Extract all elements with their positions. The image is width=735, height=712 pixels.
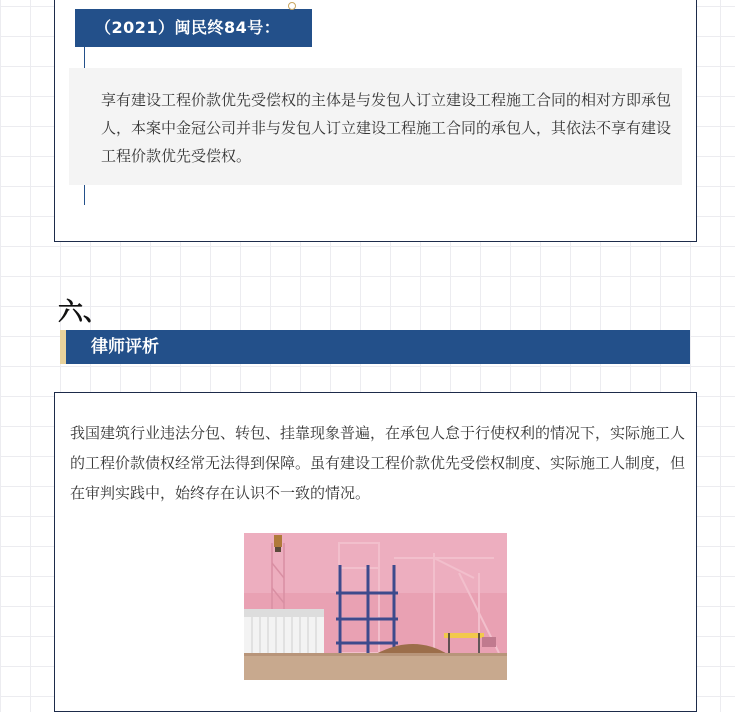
section-title: 律师评析 — [91, 337, 159, 357]
analysis-text: 我国建筑行业违法分包、转包、挂靠现象普遍，在承包人怠于行使权利的情况下，实际施工人的工程价款债权经常无法得到保障。虽有建设工程价款优先受偿权制度、实际施工人制度，但在审判实践中，始终存在认识不一致的情况。 — [70, 424, 686, 502]
section-heading-accent — [60, 330, 66, 364]
section-number: 六、 — [58, 297, 109, 326]
construction-illustration — [244, 533, 507, 680]
decorative-dot — [288, 2, 296, 10]
case-number-tag: （2021）闽民终84号： — [75, 9, 312, 47]
case-quote: 享有建设工程价款优先受偿权的主体是与发包人订立建设工程施工合同的相对方即承包人，本案中金冠公司并非与发包人订立建设工程施工合同的承包人，其依法不享有建设工程价款优先受偿权。 — [101, 91, 672, 165]
